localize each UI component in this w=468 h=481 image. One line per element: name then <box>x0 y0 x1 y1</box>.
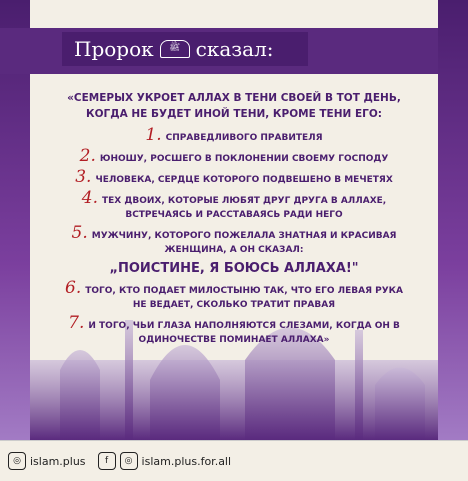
title-part2: сказал: <box>195 37 274 61</box>
footer-handle-1[interactable]: ◎ islam.plus <box>8 452 86 470</box>
intro-text: «СЕМЕРЫХ УКРОЕТ АЛЛАХ В ТЕНИ СВОЕЙ В ТОТ ДЕНЬ, КОГДА НЕ БУДЕТ ИНОЙ ТЕНИ, КРОМЕ ТЕНИ ЕГО: <box>67 92 401 120</box>
list-item: 5. МУЖЧИНУ, КОТОРОГО ПОЖЕЛАЛА ЗНАТНАЯ И КРАСИВАЯ ЖЕНЩИНА, А ОН СКАЗАЛ: <box>71 223 397 255</box>
title-box <box>62 32 308 66</box>
list-item: 3. ЧЕЛОВЕКА, СЕРДЦЕ КОТОРОГО ПОДВЕШЕНО В МЕЧЕТЯХ <box>75 167 393 187</box>
title-part1: Пророк <box>74 37 154 61</box>
facebook-icon: f <box>98 452 116 470</box>
instagram-icon: ◎ <box>8 452 26 470</box>
instagram-icon: ◎ <box>120 452 138 470</box>
list-item: 6. ТОГО, КТО ПОДАЕТ МИЛОСТЫНЮ ТАК, ЧТО ЕГО ЛЕВАЯ РУКА НЕ ВЕДАЕТ, СКОЛЬКО ТРАТИТ ПРАВАЯ <box>65 278 403 310</box>
hadith-text <box>60 90 408 351</box>
pbuh-calligraphy-icon: ﷺ <box>160 40 190 58</box>
list-item: 7. И ТОГО, ЧЬИ ГЛАЗА НАПОЛНЯЮТСЯ СЛЕЗАМИ, КОГДА ОН В ОДИНОЧЕСТВЕ ПОМИНАЕТ АЛЛАХА» <box>68 313 400 345</box>
quote-text: „ПОИСТИНЕ, Я БОЮСЬ АЛЛАХА!" <box>109 261 359 276</box>
list-item: 4. ТЕХ ДВОИХ, КОТОРЫЕ ЛЮБЯТ ДРУГ ДРУГА В АЛЛАХЕ, ВСТРЕЧАЯСЬ И РАССТАВАЯСЬ РАДИ НЕГО <box>81 188 387 220</box>
list-item: 1. СПРАВЕДЛИВОГО ПРАВИТЕЛЯ <box>145 125 323 145</box>
footer <box>0 440 468 481</box>
list-item: 2. ЮНОШУ, РОСШЕГО В ПОКЛОНЕНИИ СВОЕМУ ГОСПОДУ <box>79 146 389 166</box>
footer-handle-2[interactable]: f ◎ islam.plus.for.all <box>98 452 232 470</box>
